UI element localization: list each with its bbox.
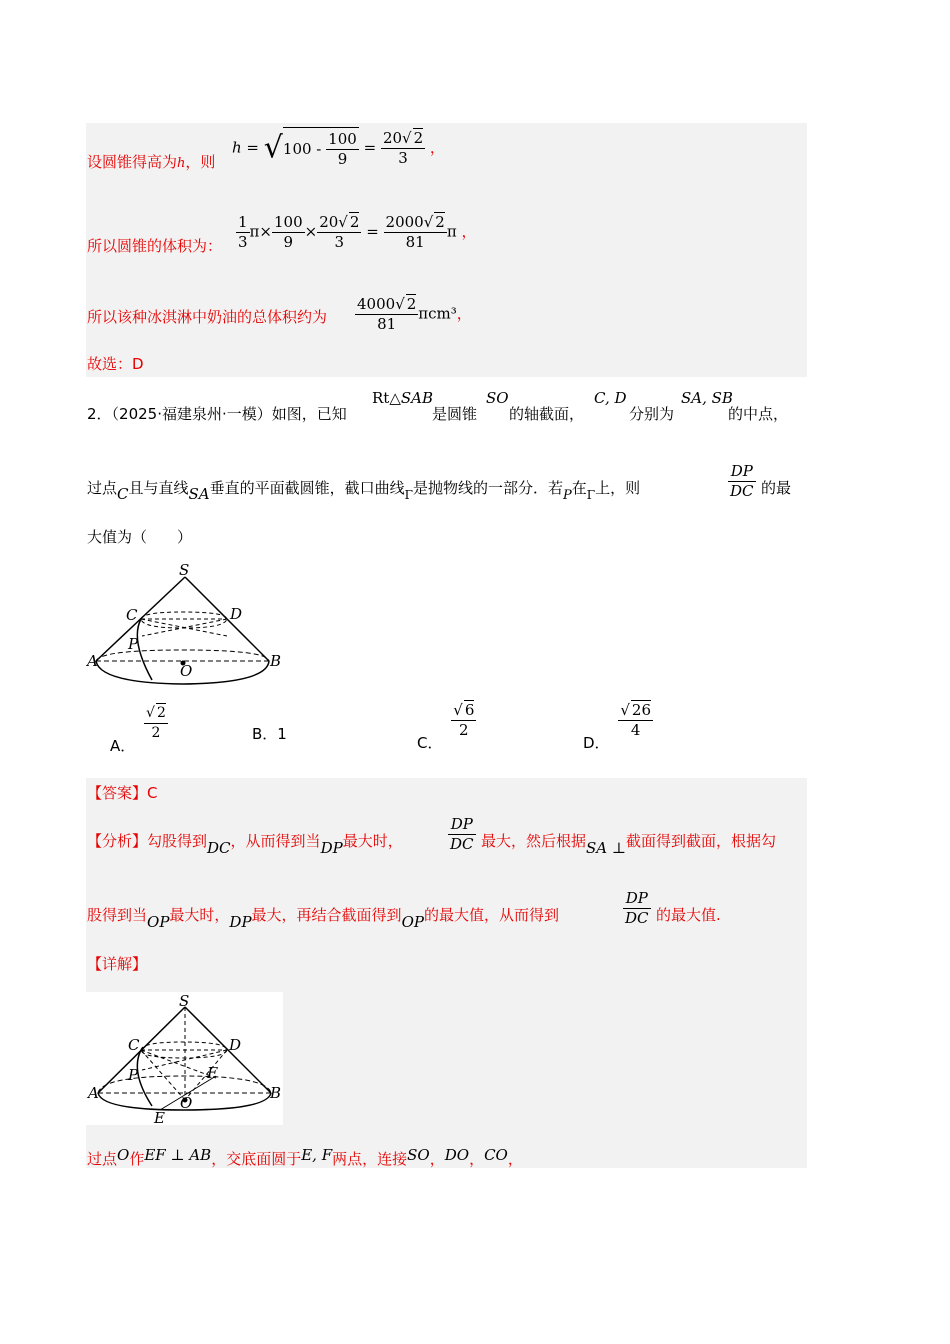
cd-label: C, D <box>594 389 627 407</box>
svg-text:D: D <box>229 1036 242 1054</box>
question-line-2-end: 的最 <box>761 479 792 497</box>
cone-figure-1 <box>86 560 286 685</box>
total-volume-formula: $\frac{4000√ 2}{81}$ πcm³， <box>357 295 472 333</box>
analysis-line-1b: 最大，然后根据SA ⊥截面得到截面，根据勾 <box>481 832 777 857</box>
detail-line-1: 过点O作EF ⊥ AB，交底面圆于E, F两点，连接SO，DO，CO， <box>87 1146 523 1168</box>
detail-tag: 【详解】 <box>87 955 148 973</box>
question-line-1: 2．（2025·福建泉州·一模）如图，已知 <box>87 405 347 423</box>
svg-text:S: S <box>179 992 190 1010</box>
svg-text:P: P <box>128 1066 139 1084</box>
volume-line: 所以圆锥的体积为： <box>87 237 223 255</box>
total-volume-line: 所以该种冰淇淋中奶油的总体积约为 <box>87 308 328 326</box>
height-line: 设圆锥得高为h，则 <box>87 153 216 171</box>
fig1-base-back <box>96 650 269 661</box>
fig1-label-p: P <box>128 635 139 653</box>
volume-formula: $\frac{1}{3}$ π× $\frac{100}{9}$ × $\frac{20√ 2}{3}$ = $\frac{2000√ 2}{81}$ π ， <box>238 212 477 251</box>
answer-line: 【答案】C <box>87 784 158 802</box>
analysis-frac-1: $\frac{DP}{DC}$ <box>450 815 474 853</box>
fig1-label-d: D <box>230 605 243 623</box>
question-line-1e: 的中点， <box>728 405 789 423</box>
option-a[interactable]: A． $\frac{√ 2}{2}$ <box>110 705 166 755</box>
question-line-3: 大值为（ ） <box>87 528 193 546</box>
so-label: SO <box>486 389 509 407</box>
fig1-label-c: C <box>126 606 138 624</box>
analysis-line-1: 【分析】勾股得到DC，从而得到当DP最大时， <box>87 832 403 857</box>
svg-text:B: B <box>270 1084 282 1102</box>
choice-line: 故选：D <box>87 355 144 373</box>
svg-text:E: E <box>154 1109 165 1125</box>
fig1-label-b: B <box>270 652 282 670</box>
question-line-1c: 的轴截面， <box>509 405 585 423</box>
fig1-label-s: S <box>179 561 190 579</box>
analysis-frac-2: $\frac{DP}{DC}$ <box>625 889 649 927</box>
fig1-parabola <box>137 619 152 680</box>
analysis-line-2: 股得到当OP最大时，DP最大，再结合截面得到OP的最大值，从而得到 <box>87 906 559 931</box>
question-line-1b: 是圆锥 <box>432 405 478 423</box>
analysis-line-2b: 的最大值. <box>656 906 721 924</box>
cone-figure-2 <box>86 992 283 1125</box>
question-line-2: 过点C且与直线SA垂直的平面截圆锥，截口曲线$_\Gamma$是抛物线的一部分．若P在$_\Gamma$上，则 <box>87 479 641 503</box>
question-line-1-math: Rt△SAB <box>372 389 433 407</box>
option-c[interactable]: C． $\frac{√ 6}{2}$ <box>417 701 475 752</box>
height-formula: h = √100 - $\frac{100}{9}$ = $\frac{20√ 2}{3}$ ， <box>232 129 445 168</box>
svg-text:A: A <box>88 1084 99 1102</box>
question-line-1d: 分别为 <box>629 405 675 423</box>
svg-text:F: F <box>207 1064 218 1082</box>
option-d[interactable]: D． $\frac{√ 26}{4}$ <box>583 701 651 752</box>
question-line-2-frac: $\frac{DP}{DC}$ <box>730 462 754 500</box>
svg-text:C: C <box>128 1036 140 1054</box>
sasb-label: SA, SB <box>681 389 733 407</box>
fig1-label-a: A <box>87 652 98 670</box>
fig1-mid-ellipse <box>141 612 227 628</box>
fig1-label-o: O <box>180 662 193 680</box>
option-b[interactable]: B．1 <box>252 725 287 743</box>
svg-text:O: O <box>180 1094 193 1112</box>
